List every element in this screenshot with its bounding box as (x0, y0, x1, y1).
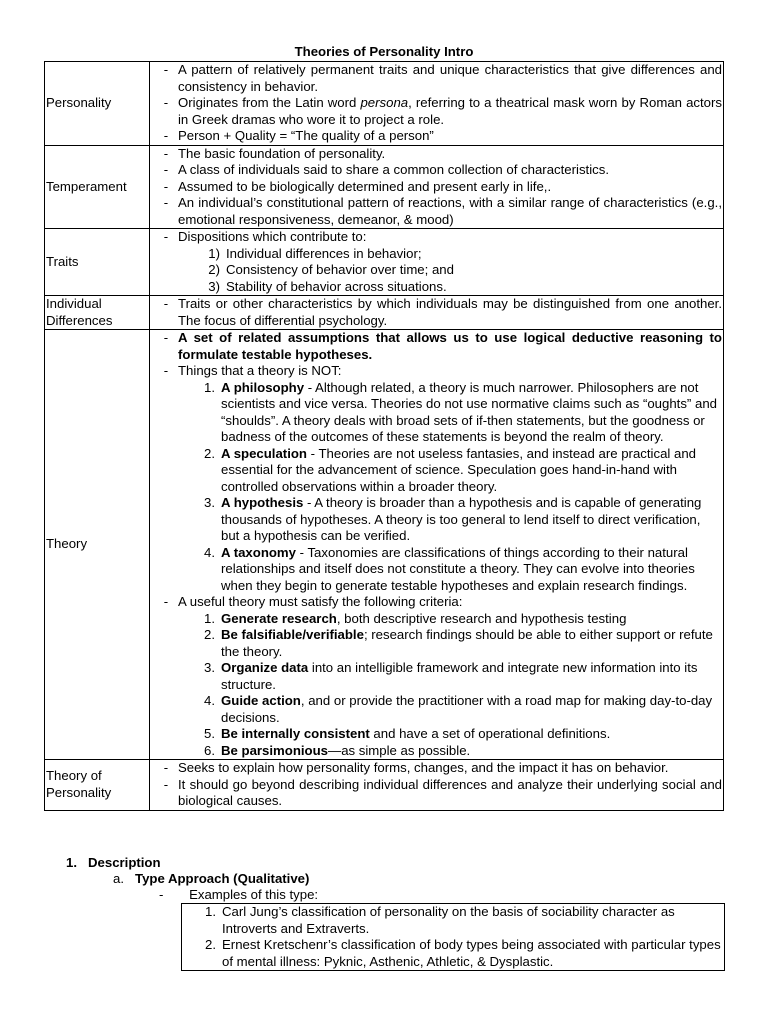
bullet-block (150, 95, 722, 128)
numbered-item (191, 380, 722, 446)
text-run: A pattern of relatively permanent traits and unique characteristics that give differences and consistency in behavior. (178, 62, 722, 94)
row-term: Individual Differences (45, 296, 150, 330)
definitions-table (44, 61, 724, 811)
examples-label: Examples of this type: (189, 887, 319, 902)
document-title: Theories of Personality Intro (294, 44, 474, 59)
text-run: Stability of behavior across situations. (226, 278, 447, 294)
text-run: - A theory is broader than a hypothesis and is capable of generating thousands of hypotheses. A theory is too general to lend itself to direct verification, but a hypothesis can be verified. (221, 495, 702, 543)
item-number: 2. (204, 627, 215, 642)
examples-box (181, 903, 725, 971)
table-row (45, 760, 724, 811)
bullet-text (178, 777, 722, 810)
text-run: A philosophy (221, 379, 305, 395)
table-row (45, 229, 724, 296)
text-run: Originates from the Latin word (178, 95, 361, 110)
table-row (45, 296, 724, 330)
bullet-text (178, 760, 722, 777)
dash-marker: - (163, 178, 169, 194)
item-number: 1. (204, 379, 215, 395)
example-text: Ernest Kretschenr’s classification of body types being associated with particular types of mental illness: Pyknic, Asthenic, Athletic, & Dysplastic. (222, 937, 721, 969)
bullet-block (150, 62, 722, 95)
item-number: 1. (204, 610, 215, 626)
example-item (192, 904, 724, 937)
item-number: 2. (204, 445, 215, 461)
dash-marker: - (163, 145, 169, 161)
text-run: Organize data (221, 660, 309, 675)
table-row (45, 62, 724, 146)
table-row (45, 145, 724, 229)
text-run: Guide action (221, 693, 301, 708)
item-text (221, 693, 722, 726)
item-text (226, 262, 722, 279)
text-run: Assumed to be biologically determined and present early in life,. (178, 178, 552, 194)
numbered-item (191, 446, 722, 496)
item-number: 6. (204, 742, 215, 758)
item-text (221, 726, 722, 743)
bullet-block (150, 179, 722, 196)
bullet-item (150, 162, 722, 179)
text-run: Generate research (221, 610, 337, 626)
text-run: Be falsifiable/verifiable (221, 627, 364, 642)
bullet-block (150, 594, 722, 759)
dash-marker: - (163, 296, 169, 311)
example-item (192, 937, 724, 970)
bullet-text (178, 330, 722, 363)
item-number: 3) (208, 278, 220, 294)
text-run: Things that a theory is NOT: (178, 363, 342, 378)
text-run: A hypothesis (221, 495, 304, 510)
bullet-block (150, 777, 722, 810)
row-content (150, 229, 724, 296)
item-number: 1) (208, 245, 220, 261)
bullet-block (150, 296, 722, 329)
bullet-item (150, 777, 722, 810)
numbered-item (196, 279, 722, 296)
numbered-item (196, 262, 722, 279)
dash-marker: - (163, 760, 169, 775)
section-label: Description (88, 855, 161, 870)
text-run: , both descriptive research and hypothesis testing (336, 610, 627, 626)
text-run: A useful theory must satisfy the following criteria: (178, 594, 463, 609)
table-row (45, 330, 724, 760)
text-run: A taxonomy (221, 544, 296, 560)
text-run: - Taxonomies are classifications of things according to their natural relationships and itself does not constitute a theory. They can evolve into theories when they begin to generate testable hypotheses and explain research findings. (221, 544, 695, 593)
text-run: Individual differences in behavior; (226, 245, 422, 261)
row-content (150, 62, 724, 146)
row-term: Theory (45, 330, 150, 760)
bullet-text (178, 363, 722, 380)
bullet-item (150, 146, 722, 163)
dash-marker: - (163, 594, 169, 609)
dash-marker: - (163, 62, 169, 77)
item-text (221, 495, 722, 545)
text-run: - Although related, a theory is much narrower. Philosophers are not scientists and vice versa. Theories do not use normative claims such as “oughts” and “shoulds”. A theory deals with broad sets of if-then statements, but the goodness or badness of the outcomes of these statements is beyond the realm of theory. (221, 379, 717, 444)
bullet-text (178, 296, 722, 329)
example-number: 1. (205, 904, 216, 919)
bullet-text (178, 195, 722, 228)
numbered-item (191, 545, 722, 595)
row-term: Traits (45, 229, 150, 296)
dash-marker: - (163, 128, 169, 143)
bullet-text (178, 146, 722, 163)
bullet-item (150, 128, 722, 145)
bullet-text (178, 179, 722, 196)
row-content (150, 330, 724, 760)
text-run: —as simple as possible. (328, 742, 471, 758)
bullet-item (150, 95, 722, 128)
bullet-text (178, 95, 722, 128)
numbered-item (191, 660, 722, 693)
numbered-item (191, 726, 722, 743)
bullet-item (150, 363, 722, 380)
item-text (221, 446, 722, 496)
text-run: It should go beyond describing individual differences and analyze their underlying social and biological causes. (178, 776, 722, 808)
item-text (221, 611, 722, 628)
item-text (221, 545, 722, 595)
item-number: 5. (204, 726, 215, 741)
row-term: Personality (45, 62, 150, 146)
bullet-block (150, 229, 722, 295)
text-run: A speculation (221, 445, 307, 461)
item-number: 3. (204, 660, 215, 675)
item-text (221, 627, 722, 660)
row-term: Theory of Personality (45, 760, 150, 811)
subsection-heading (113, 871, 309, 888)
bullet-item (150, 195, 722, 228)
text-run: Be parsimonious (221, 742, 328, 758)
section-number: 1. (66, 855, 77, 870)
numbered-item (191, 495, 722, 545)
text-run: An individual’s constitutional pattern of reactions, with a similar range of characteristics (e.g., emotional responsiveness, demeanor, & mood) (178, 195, 722, 227)
row-content (150, 760, 724, 811)
subsection-label: Type Approach (Qualitative) (135, 871, 310, 886)
bullet-block (150, 363, 722, 594)
example-text: Carl Jung’s classification of personality on the basis of sociability character as Introverts and Extraverts. (222, 904, 675, 936)
text-run: - Theories are not useless fantasies, and instead are practical and essential for the advancement of science. Speculation goes hand-in-hand with controlled observations within a broader theory. (221, 445, 696, 494)
dash-marker: - (163, 229, 169, 244)
bullet-text (178, 162, 722, 179)
text-run: Seeks to explain how personality forms, changes, and the impact it has on behavior. (178, 760, 669, 775)
numbered-item (191, 693, 722, 726)
bullet-text (178, 229, 722, 246)
list-dash: - (159, 887, 164, 902)
dash-marker: - (163, 95, 169, 110)
item-text (221, 660, 722, 693)
bullet-item (150, 62, 722, 95)
bullet-block (150, 760, 722, 777)
bullet-item (150, 296, 722, 329)
bullet-block (150, 128, 722, 145)
text-run: ; research findings should be able to either support or refute the theory. (221, 627, 713, 659)
item-number: 4. (204, 693, 215, 708)
numbered-item (196, 246, 722, 263)
bullet-item (150, 594, 722, 611)
bullet-item (150, 330, 722, 363)
text-run: Traits or other characteristics by which individuals may be distinguished from one another. The focus of differential psychology. (178, 296, 722, 328)
item-number: 3. (204, 495, 215, 510)
text-run: Dispositions which contribute to: (178, 229, 367, 244)
bullet-text (178, 594, 722, 611)
row-term: Temperament (45, 145, 150, 229)
text-run: Consistency of behavior over time; and (226, 262, 454, 277)
bullet-block (150, 330, 722, 363)
item-number: 4. (204, 544, 215, 560)
text-run: A set of related assumptions that allows us to use logical deductive reasoning to formulate testable hypotheses. (178, 330, 722, 362)
bullet-item (150, 760, 722, 777)
bullet-block (150, 195, 722, 228)
text-run: Person + Quality = “The quality of a person” (178, 128, 434, 143)
subsection-number: a. (113, 871, 124, 886)
bullet-text (178, 128, 722, 145)
bullet-item (150, 229, 722, 246)
item-text (226, 279, 722, 296)
text-run: , and or provide the practitioner with a road map for making day-to-day decisions. (221, 693, 713, 725)
numbered-item (191, 611, 722, 628)
text-run: , referring to a theatrical mask worn by Roman actors in Greek dramas who wore it to project a role. (178, 95, 723, 127)
item-text (221, 743, 722, 760)
example-number: 2. (205, 937, 216, 952)
row-content (150, 296, 724, 330)
text-run: into an intelligible framework and integrate new information into its structure. (221, 660, 698, 692)
dash-marker: - (163, 195, 169, 210)
examples-intro (159, 887, 318, 904)
numbered-item (191, 743, 722, 760)
text-run: A class of individuals said to share a common collection of characteristics. (178, 162, 609, 177)
text-run: Be internally consistent (221, 726, 370, 741)
bullet-block (150, 162, 722, 179)
text-run: and have a set of operational definitions. (369, 726, 611, 741)
dash-marker: - (163, 776, 169, 792)
item-text (221, 380, 722, 446)
dash-marker: - (163, 162, 169, 177)
bullet-text (178, 62, 722, 95)
dash-marker: - (163, 330, 169, 345)
row-content (150, 145, 724, 229)
bullet-item (150, 179, 722, 196)
bullet-block (150, 146, 722, 163)
text-run: persona (360, 95, 409, 110)
item-number: 2) (208, 262, 220, 277)
numbered-item (191, 627, 722, 660)
item-text (226, 246, 722, 263)
section-heading (66, 855, 161, 872)
text-run: The basic foundation of personality. (178, 145, 386, 161)
dash-marker: - (163, 363, 169, 378)
